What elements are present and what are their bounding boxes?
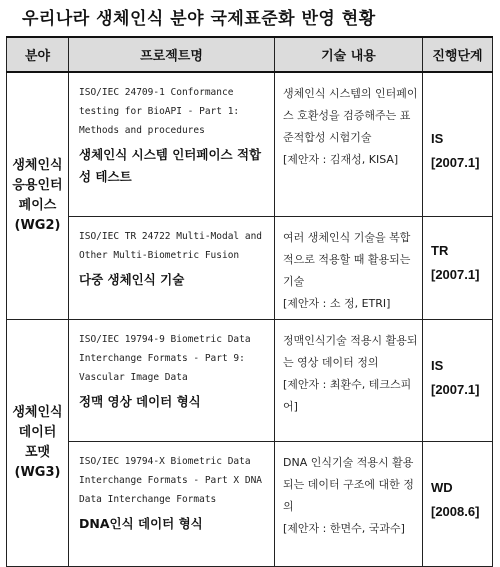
status-date: [2008.6]	[431, 503, 480, 519]
content-text: DNA 인식기술 적용시 활용되는 데이터 구조에 대한 정의	[283, 455, 414, 513]
status-date: [2007.1]	[431, 155, 480, 170]
project-english-name: ISO/IEC 24709-1 Conformance testing for BioAPI - Part 1: Methods and procedures	[79, 87, 245, 136]
table-row	[7, 72, 493, 216]
category-line: 생체인식	[12, 157, 63, 173]
project-cell	[69, 72, 275, 216]
category-line: 페이스	[18, 197, 57, 213]
project-english-name: ISO/IEC TR 24722 Multi-Modal and Other Multi-Biometric Fusion	[79, 230, 268, 261]
category-cell-wg3	[7, 319, 69, 566]
status-date: [2007.1]	[431, 266, 480, 282]
status-code: IS	[431, 131, 444, 146]
status-cell	[423, 72, 493, 216]
proposer-note: [제안자 : 최환수, 테크스피어]	[283, 377, 412, 413]
category-cell-wg2	[7, 72, 69, 319]
category-line: 포맷	[24, 444, 51, 460]
content-text: 생체인식 시스템의 인터페이스 호환성을 검증해주는 표준적합성 시험기술	[283, 87, 418, 144]
table-header-row	[7, 37, 493, 72]
content-text: 여러 생체인식 기술을 복합적으로 적용할 때 활용되는 기술	[283, 230, 411, 288]
project-cell	[69, 216, 275, 319]
content-cell	[275, 319, 423, 441]
proposer-note: [제안자 : 한면수, 국과수]	[283, 521, 405, 535]
status-cell	[423, 216, 493, 319]
project-english-name: ISO/IEC 19794-X Biometric Data Interchange Formats - Part X DNA Data Interchange Formats	[79, 455, 268, 505]
project-cell	[69, 441, 275, 566]
status-cell	[423, 319, 493, 441]
project-korean-name: 다중 생체인식 기술	[79, 271, 185, 287]
proposer-note: [제안자 : 김재성, KISA]	[283, 153, 399, 166]
project-english-name: ISO/IEC 19794-9 Biometric Data Interchange Formats - Part 9: Vascular Image Data	[79, 333, 257, 383]
project-korean-name: 생체인식 시스템 인터페이스 적합성 테스트	[79, 147, 262, 184]
category-line: 생체인식	[12, 404, 63, 420]
category-line: 응용인터	[12, 177, 63, 193]
category-line: (WG2)	[14, 217, 61, 233]
category-line: (WG3)	[14, 464, 61, 480]
status-code: IS	[431, 357, 444, 373]
page-title: 우리나라 생체인식 분야 국제표준화 반영 현황	[22, 9, 376, 29]
header-category: 분야	[7, 37, 69, 72]
header-content: 기술 내용	[275, 37, 423, 72]
status-cell	[423, 441, 493, 566]
content-cell	[275, 216, 423, 319]
content-cell	[275, 441, 423, 566]
project-korean-name: DNA인식 데이터 형식	[79, 515, 203, 531]
content-cell	[275, 72, 423, 216]
table-row	[7, 319, 493, 441]
project-korean-name: 정맥 영상 데이터 형식	[79, 393, 201, 409]
standardization-status-table	[6, 36, 493, 567]
status-code: TR	[431, 242, 449, 258]
project-cell	[69, 319, 275, 441]
header-status: 진행단계	[423, 37, 493, 72]
status-date: [2007.1]	[431, 381, 480, 397]
header-project: 프로젝트명	[69, 37, 275, 72]
table-row	[7, 216, 493, 319]
proposer-note: [제안자 : 소 정, ETRI]	[283, 296, 391, 310]
status-code: WD	[431, 479, 453, 495]
category-line: 데이터	[18, 424, 57, 440]
table-row	[7, 441, 493, 566]
content-text: 정맥인식기술 적용시 활용되는 영상 데이터 정의	[283, 333, 418, 369]
